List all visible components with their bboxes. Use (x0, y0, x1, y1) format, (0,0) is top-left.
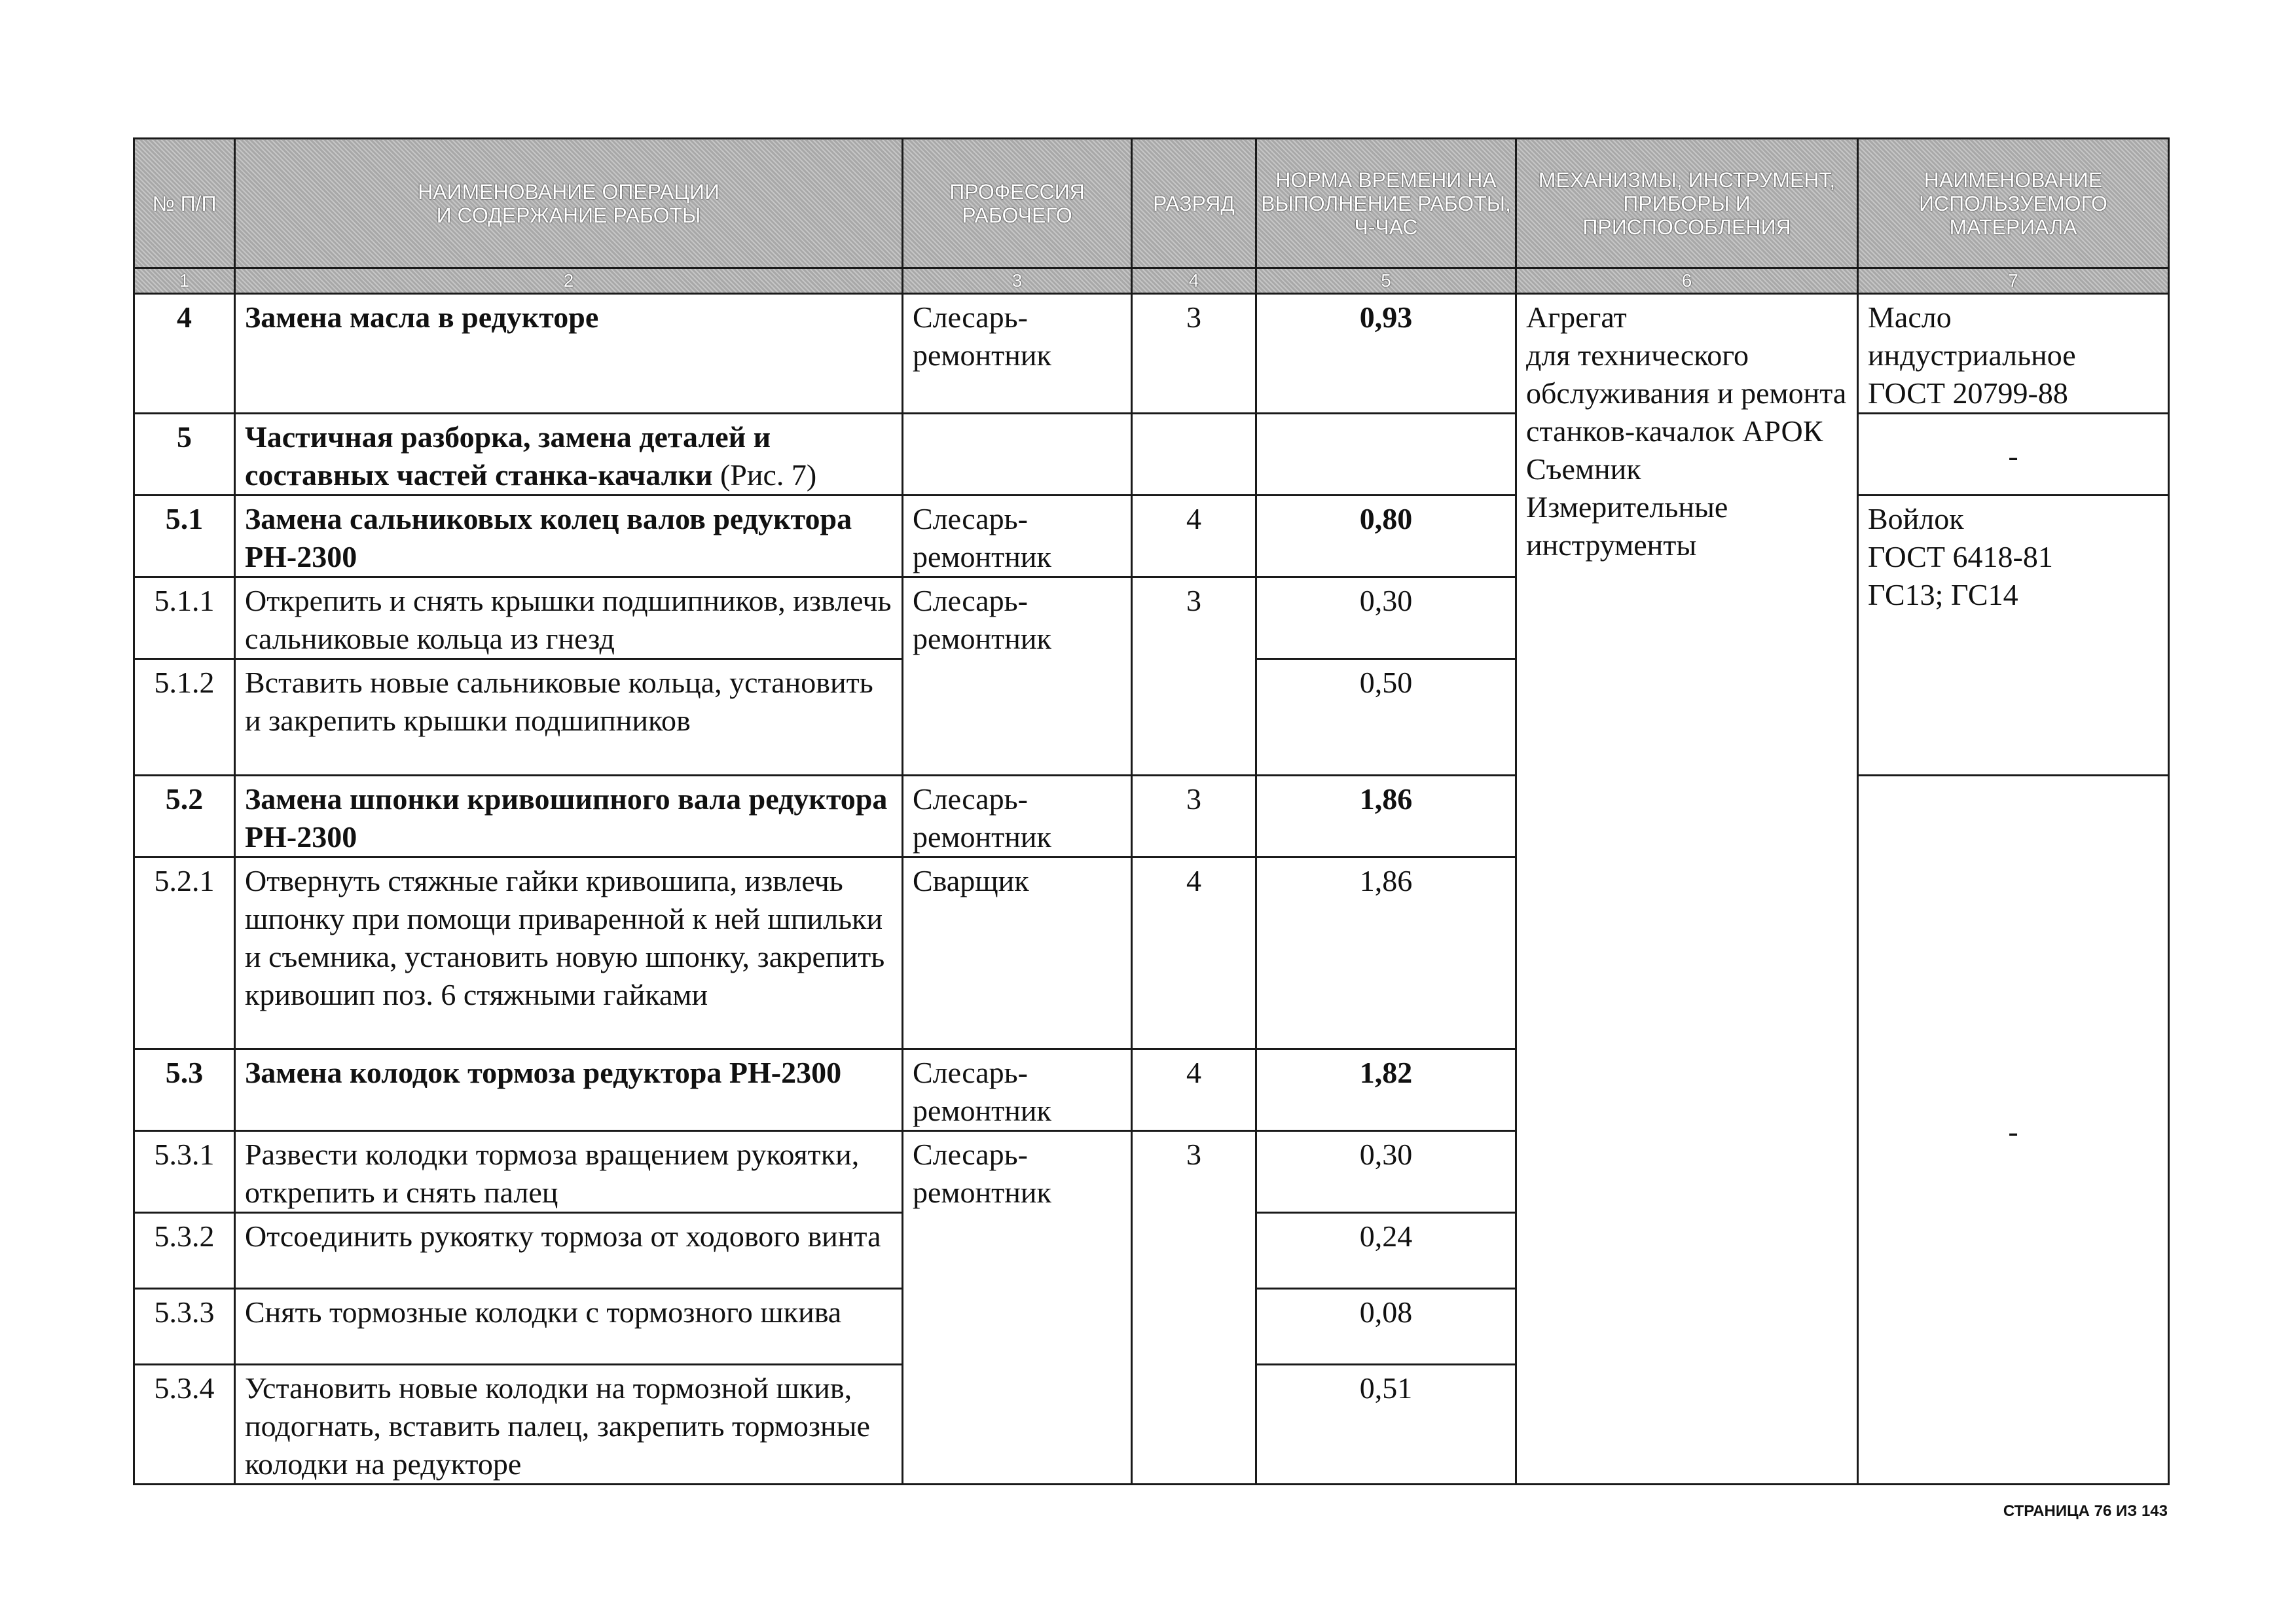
column-number: 3 (903, 268, 1132, 294)
header-material: НАИМЕНОВАНИЕ ИСПОЛЬЗУЕМОГО МАТЕРИАЛА (1858, 139, 2169, 268)
operation-name: Снять тормозные колодки с тормозного шкива (235, 1289, 903, 1365)
row-number: 5.1.2 (134, 659, 235, 776)
time-norm: 1,86 (1256, 776, 1516, 857)
header-operation-line1: НАИМЕНОВАНИЕ ОПЕРАЦИИ (418, 179, 720, 204)
table-row (134, 496, 2169, 577)
row-number: 5 (134, 414, 235, 496)
row-number: 5.1 (134, 496, 235, 577)
row-number: 5.2 (134, 776, 235, 857)
header-grade: РАЗРЯД (1132, 139, 1256, 268)
grade: 3 (1132, 577, 1256, 776)
operation-name: Замена колодок тормоза редуктора РН-2300 (235, 1049, 903, 1131)
column-number: 2 (235, 268, 903, 294)
grade: 3 (1132, 294, 1256, 414)
profession: Слесарь-ремонтник (903, 1049, 1132, 1131)
operation-name: Установить новые колодки на тормозной шкив, подогнать, вставить палец, закрепить тормозные колодки на редукторе (235, 1365, 903, 1485)
material: - (1858, 414, 2169, 496)
time-norm: 0,51 (1256, 1365, 1516, 1485)
operation-name (235, 414, 903, 496)
column-number: 1 (134, 268, 235, 294)
tools-cell (1516, 294, 1858, 1485)
grade: 4 (1132, 1049, 1256, 1131)
material-line: ГС13; ГС14 (1868, 578, 2018, 611)
operation-name: Замена шпонки кривошипного вала редуктора РН-2300 (235, 776, 903, 857)
operation-name: Открепить и снять крышки подшипников, извлечь сальниковые кольца из гнезд (235, 577, 903, 659)
material-line: ГОСТ 6418-81 (1868, 540, 2053, 573)
grade: 3 (1132, 1131, 1256, 1485)
operation-name-text: Частичная разборка, замена деталей и составных частей станка-качалки (245, 420, 771, 492)
time-norm: 0,30 (1256, 1131, 1516, 1213)
time-norm: 1,82 (1256, 1049, 1516, 1131)
profession: Слесарь-ремонтник (903, 776, 1132, 857)
tools-line: Агрегат (1526, 300, 1627, 334)
grade: 4 (1132, 857, 1256, 1049)
header-operation-line2: И СОДЕРЖАНИЕ РАБОТЫ (436, 203, 701, 227)
tools-line: Измерительные инструменты (1526, 490, 1728, 562)
table-row (134, 414, 2169, 496)
column-number: 5 (1256, 268, 1516, 294)
time-norm: 0,80 (1256, 496, 1516, 577)
material: Масло индустриальное ГОСТ 20799-88 (1858, 294, 2169, 414)
time-norm: 0,08 (1256, 1289, 1516, 1365)
profession: Слесарь-ремонтник (903, 496, 1132, 577)
grade (1132, 414, 1256, 496)
header-operation (235, 139, 903, 268)
row-number: 5.3.3 (134, 1289, 235, 1365)
time-norm: 0,50 (1256, 659, 1516, 776)
time-norm: 0,24 (1256, 1213, 1516, 1289)
row-number: 5.3.1 (134, 1131, 235, 1213)
header-profession: ПРОФЕССИЯ РАБОЧЕГО (903, 139, 1132, 268)
time-norm: 1,86 (1256, 857, 1516, 1049)
material: - (1858, 776, 2169, 1485)
table-row (134, 294, 2169, 414)
operation-name: Вставить новые сальниковые кольца, установить и закрепить крышки подшипников (235, 659, 903, 776)
column-number: 4 (1132, 268, 1256, 294)
header-time-norm: НОРМА ВРЕМЕНИ НА ВЫПОЛНЕНИЕ РАБОТЫ, Ч-ЧАС (1256, 139, 1516, 268)
table-row (134, 776, 2169, 857)
time-norm: 0,30 (1256, 577, 1516, 659)
page-number: СТРАНИЦА 76 ИЗ 143 (2003, 1502, 2168, 1520)
row-number: 5.3 (134, 1049, 235, 1131)
profession: Слесарь-ремонтник (903, 577, 1132, 776)
row-number: 5.1.1 (134, 577, 235, 659)
operation-name: Развести колодки тормоза вращением рукоятки, открепить и снять палец (235, 1131, 903, 1213)
grade: 3 (1132, 776, 1256, 857)
row-number: 4 (134, 294, 235, 414)
material (1858, 496, 2169, 776)
material-line: Войлок (1868, 502, 1964, 535)
column-number: 6 (1516, 268, 1858, 294)
tools-line: для технического обслуживания и ремонта станков-качалок АРОК (1526, 338, 1847, 448)
operation-name: Замена масла в редукторе (235, 294, 903, 414)
profession: Сварщик (903, 857, 1132, 1049)
operation-name: Замена сальниковых колец валов редуктора РН-2300 (235, 496, 903, 577)
row-number: 5.3.4 (134, 1365, 235, 1485)
work-norms-table (133, 137, 2170, 1485)
column-number-row (134, 268, 2169, 294)
time-norm: 0,93 (1256, 294, 1516, 414)
figure-reference: (Рис. 7) (712, 458, 817, 492)
operation-name: Отсоединить рукоятку тормоза от ходового винта (235, 1213, 903, 1289)
header-tools: МЕХАНИЗМЫ, ИНСТРУМЕНТ, ПРИБОРЫ И ПРИСПОСОБЛЕНИЯ (1516, 139, 1858, 268)
tools-line: Съемник (1526, 452, 1641, 486)
row-number: 5.3.2 (134, 1213, 235, 1289)
grade: 4 (1132, 496, 1256, 577)
operation-name: Отвернуть стяжные гайки кривошипа, извлечь шпонку при помощи приваренной к ней шпильки и съемника, установить новую шпонку, закрепить кривошип поз. 6 стяжными гайками (235, 857, 903, 1049)
time-norm (1256, 414, 1516, 496)
header-number: № П/П (134, 139, 235, 268)
profession: Слесарь-ремонтник (903, 1131, 1132, 1485)
profession (903, 414, 1132, 496)
table-header-row (134, 139, 2169, 268)
row-number: 5.2.1 (134, 857, 235, 1049)
profession: Слесарь-ремонтник (903, 294, 1132, 414)
column-number: 7 (1858, 268, 2169, 294)
